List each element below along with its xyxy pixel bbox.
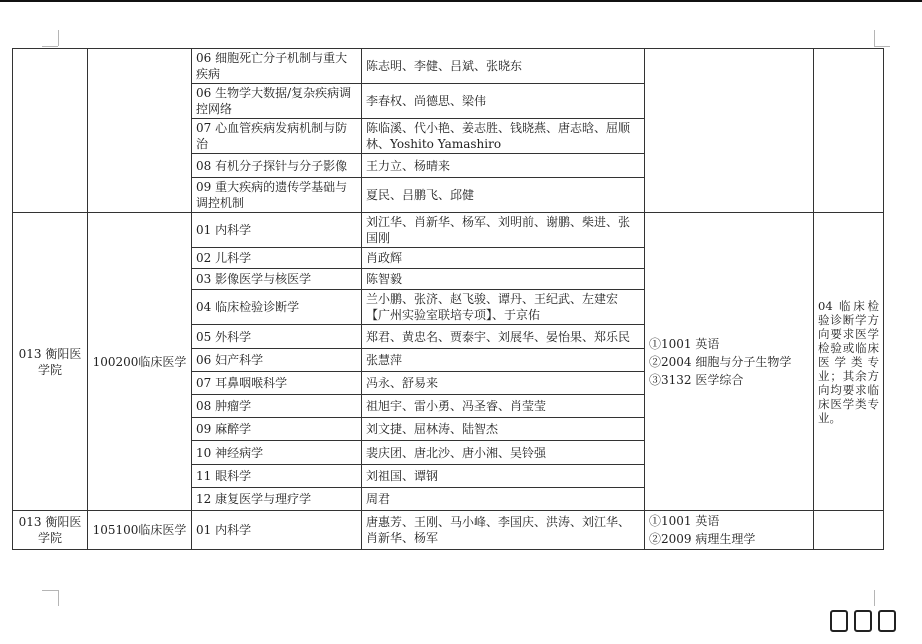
crop-mark-top-left-v — [58, 30, 59, 46]
direction-cell: 07 耳鼻咽喉科学 — [192, 372, 362, 395]
direction-cell: 05 外科学 — [192, 325, 362, 349]
supervisor-cell: 李春权、尚德思、梁伟 — [362, 84, 645, 119]
page-thumb-icon[interactable] — [878, 610, 896, 632]
direction-cell: 03 影像医学与核医学 — [192, 269, 362, 290]
supervisor-cell: 唐惠芳、王刚、马小峰、李国庆、洪涛、刘江华、肖新华、杨军 — [362, 511, 645, 550]
remark-cell-empty — [814, 49, 884, 213]
direction-cell: 02 儿科学 — [192, 248, 362, 269]
direction-cell: 11 眼科学 — [192, 465, 362, 488]
admissions-table — [12, 48, 884, 550]
supervisor-cell: 冯永、舒易来 — [362, 372, 645, 395]
crop-mark-top-left-h — [42, 46, 58, 47]
supervisor-cell: 刘文捷、屈林涛、陆智杰 — [362, 418, 645, 441]
college-cell: 013 衡阳医学院 — [13, 213, 88, 511]
direction-cell: 06 细胞死亡分子机制与重大疾病 — [192, 49, 362, 84]
supervisor-cell: 周君 — [362, 488, 645, 511]
crop-mark-bottom-right-v — [874, 590, 875, 606]
direction-cell: 09 重大疾病的遗传学基础与调控机制 — [192, 178, 362, 213]
college-cell: 013 衡阳医学院 — [13, 511, 88, 550]
direction-cell: 01 内科学 — [192, 213, 362, 248]
crop-mark-top-right-v — [874, 30, 875, 46]
direction-cell: 08 肿瘤学 — [192, 395, 362, 418]
supervisor-cell: 陈智毅 — [362, 269, 645, 290]
direction-cell: 09 麻醉学 — [192, 418, 362, 441]
major-cell: 100200临床医学 — [88, 213, 192, 511]
exam-subjects-cell: ①1001 英语 ②2004 细胞与分子生物学 ③3132 医学综合 — [645, 213, 814, 511]
direction-cell: 10 神经病学 — [192, 441, 362, 465]
direction-cell: 08 有机分子探针与分子影像 — [192, 154, 362, 178]
supervisor-cell: 王力立、杨晴来 — [362, 154, 645, 178]
supervisor-cell: 刘江华、肖新华、杨军、刘明前、谢鹏、柴进、张国刚 — [362, 213, 645, 248]
supervisor-cell: 刘祖国、谭钢 — [362, 465, 645, 488]
major-cell: 105100临床医学 — [88, 511, 192, 550]
page-thumb-icon[interactable] — [830, 610, 848, 632]
exam-subjects-cell: ①1001 英语 ②2009 病理生理学 — [645, 511, 814, 550]
crop-mark-top-right-h — [874, 46, 890, 47]
direction-cell: 07 心血管疾病发病机制与防治 — [192, 119, 362, 154]
table-row — [13, 49, 884, 84]
remark-cell: 04 临床检验诊断学方向要求医学检验或临床医学类专业；其余方向均要求临床医学类专业。 — [814, 213, 884, 511]
direction-cell: 12 康复医学与理疗学 — [192, 488, 362, 511]
supervisor-cell: 肖政辉 — [362, 248, 645, 269]
supervisor-cell: 陈志明、李健、吕斌、张晓东 — [362, 49, 645, 84]
supervisor-cell: 兰小鹏、张济、赵飞骏、谭丹、王纪武、左建宏【广州实验室联培专项】、于京佑 — [362, 290, 645, 325]
direction-cell: 06 生物学大数据/复杂疾病调控网络 — [192, 84, 362, 119]
subjects-cell-empty — [645, 49, 814, 213]
major-cell-empty — [88, 49, 192, 213]
supervisor-cell: 裴庆团、唐北沙、唐小湘、吴铃强 — [362, 441, 645, 465]
page-thumb-icon[interactable] — [854, 610, 872, 632]
supervisor-cell: 祖旭宇、雷小勇、冯圣睿、肖莹莹 — [362, 395, 645, 418]
table-row — [13, 213, 884, 248]
supervisor-cell: 张慧萍 — [362, 349, 645, 372]
remark-cell-empty — [814, 511, 884, 550]
supervisor-cell: 陈临溪、代小艳、姜志胜、钱晓燕、唐志晗、屈顺林、Yoshito Yamashiro — [362, 119, 645, 154]
direction-cell: 01 内科学 — [192, 511, 362, 550]
crop-mark-bottom-left-v — [58, 590, 59, 606]
college-cell-empty — [13, 49, 88, 213]
supervisor-cell: 夏民、吕鹏飞、邱健 — [362, 178, 645, 213]
viewer-controls — [830, 610, 896, 632]
direction-cell: 04 临床检验诊断学 — [192, 290, 362, 325]
supervisor-cell: 郑君、黄忠名、贾泰宇、刘展华、晏怡果、郑乐民 — [362, 325, 645, 349]
table-row — [13, 511, 884, 550]
direction-cell: 06 妇产科学 — [192, 349, 362, 372]
crop-mark-bottom-left-h — [42, 590, 58, 591]
page-top-rule — [0, 0, 922, 2]
